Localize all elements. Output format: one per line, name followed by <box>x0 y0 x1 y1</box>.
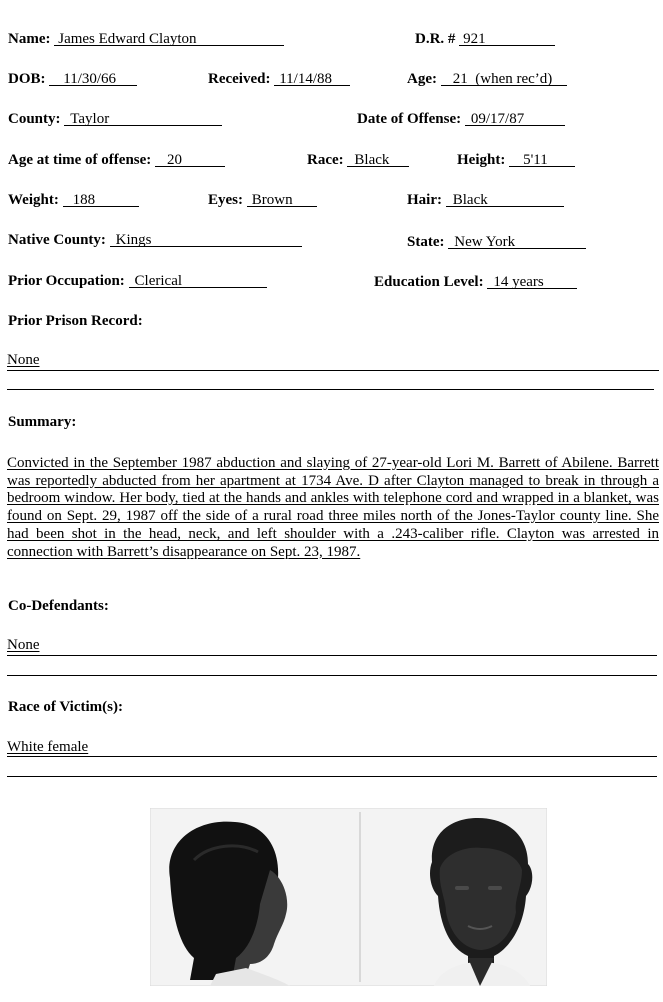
age-offense-row <box>8 151 225 169</box>
prior-record-value: None <box>7 352 40 368</box>
offense-date-field <box>465 110 565 126</box>
dob-row <box>8 70 137 88</box>
race-field <box>347 151 409 167</box>
hair-row <box>407 191 564 209</box>
summary-label: Summary: <box>8 414 77 430</box>
education-value: 14 years <box>493 274 544 290</box>
dob-field <box>49 70 137 86</box>
education-field <box>487 273 577 289</box>
name-field <box>54 30 284 46</box>
age-field <box>441 70 567 86</box>
mugshot-photo <box>150 808 547 986</box>
eyes-label: Eyes: <box>208 192 243 208</box>
prior-record-line-1 <box>7 370 659 371</box>
dob-value: 11/30/66 <box>63 71 117 87</box>
codefendants-line-2 <box>7 675 657 676</box>
age-offense-field <box>155 151 225 167</box>
eyes-field <box>247 191 317 207</box>
native-county-field <box>110 231 302 247</box>
victim-race-value: White female <box>7 739 89 755</box>
victim-race-line-1 <box>7 756 657 757</box>
age-label: Age: <box>407 71 437 87</box>
county-field <box>64 110 222 126</box>
state-value: New York <box>454 234 516 250</box>
hair-label: Hair: <box>407 192 442 208</box>
county-row <box>8 110 222 128</box>
height-value: 5'11 <box>523 152 548 168</box>
codefendants-line-1 <box>7 655 657 656</box>
name-value: James Edward Clayton <box>58 31 197 47</box>
dr-value: 921 <box>463 31 486 47</box>
weight-value: 188 <box>72 192 96 208</box>
received-value: 11/14/88 <box>279 71 332 87</box>
eyes-value: Brown <box>251 192 293 208</box>
prior-record-label: Prior Prison Record: <box>8 313 143 329</box>
dr-field <box>459 30 555 46</box>
prior-record-line-2 <box>7 389 654 390</box>
received-field <box>274 70 350 86</box>
height-field <box>509 151 575 167</box>
occupation-value: Clerical <box>134 273 183 289</box>
age-offense-label: Age at time of offense: <box>8 152 152 168</box>
dr-label: D.R. # <box>415 31 456 47</box>
age-row <box>407 70 567 88</box>
weight-label: Weight: <box>8 192 59 208</box>
victim-race-heading <box>8 698 123 716</box>
hair-value: Black <box>452 192 488 208</box>
native-county-row <box>8 231 302 249</box>
age-value: 21 (when rec’d) <box>452 71 553 87</box>
occupation-label: Prior Occupation: <box>8 273 125 289</box>
state-label: State: <box>407 234 445 250</box>
codefendants-value: None <box>7 637 40 653</box>
prior-record-heading <box>8 312 143 330</box>
education-row <box>374 273 577 291</box>
summary-heading <box>8 413 76 431</box>
dr-row <box>415 30 555 48</box>
offense-date-label: Date of Offense: <box>357 111 462 127</box>
received-label: Received: <box>208 71 271 87</box>
name-row <box>8 30 284 48</box>
dob-label: DOB: <box>8 71 46 87</box>
hair-field <box>446 191 564 207</box>
state-row <box>407 233 586 251</box>
received-row <box>208 70 350 88</box>
height-row <box>457 151 575 169</box>
offense-date-row <box>357 110 565 128</box>
weight-field <box>63 191 139 207</box>
race-label: Race: <box>307 152 344 168</box>
codefendants-heading <box>8 597 109 615</box>
victim-race-label: Race of Victim(s): <box>8 699 123 715</box>
county-value: Taylor <box>70 111 110 127</box>
offense-date-value: 09/17/87 <box>470 111 525 127</box>
county-label: County: <box>8 111 61 127</box>
weight-row <box>8 191 139 209</box>
summary-text: Convicted in the September 1987 abduction and slaying of 27-year-old Lori M. Barrett of Abilene. Barrett was reportedly abducted from her apartment at 1734 Ave. D after Clayton managed to break in through a bedroom window. Her body, tied at the hands and ankles with telephone cord and wrapped in a blanket, was found on Sept. 29, 1987 off the side of a rural road three miles north of the Jones-Taylor county line. She had been shot in the head, neck, and left shoulder with a .243-caliber rifle. Clayton was arrested in connection with Barrett’s disappearance on Sept. 23, 1987. <box>7 455 659 560</box>
name-label: Name: <box>8 31 51 47</box>
occupation-field <box>129 272 267 288</box>
height-label: Height: <box>457 152 506 168</box>
mugshot-image <box>150 808 547 986</box>
native-county-label: Native County: <box>8 232 106 248</box>
eyes-row <box>208 191 317 209</box>
occupation-row <box>8 272 267 290</box>
state-field <box>448 233 586 249</box>
codefendants-label: Co-Defendants: <box>8 598 109 614</box>
education-label: Education Level: <box>374 274 484 290</box>
race-value: Black <box>354 152 390 168</box>
victim-race-line-2 <box>7 776 657 777</box>
race-row <box>307 151 409 169</box>
native-county-value: Kings <box>115 232 152 248</box>
age-offense-value: 20 <box>167 152 183 168</box>
